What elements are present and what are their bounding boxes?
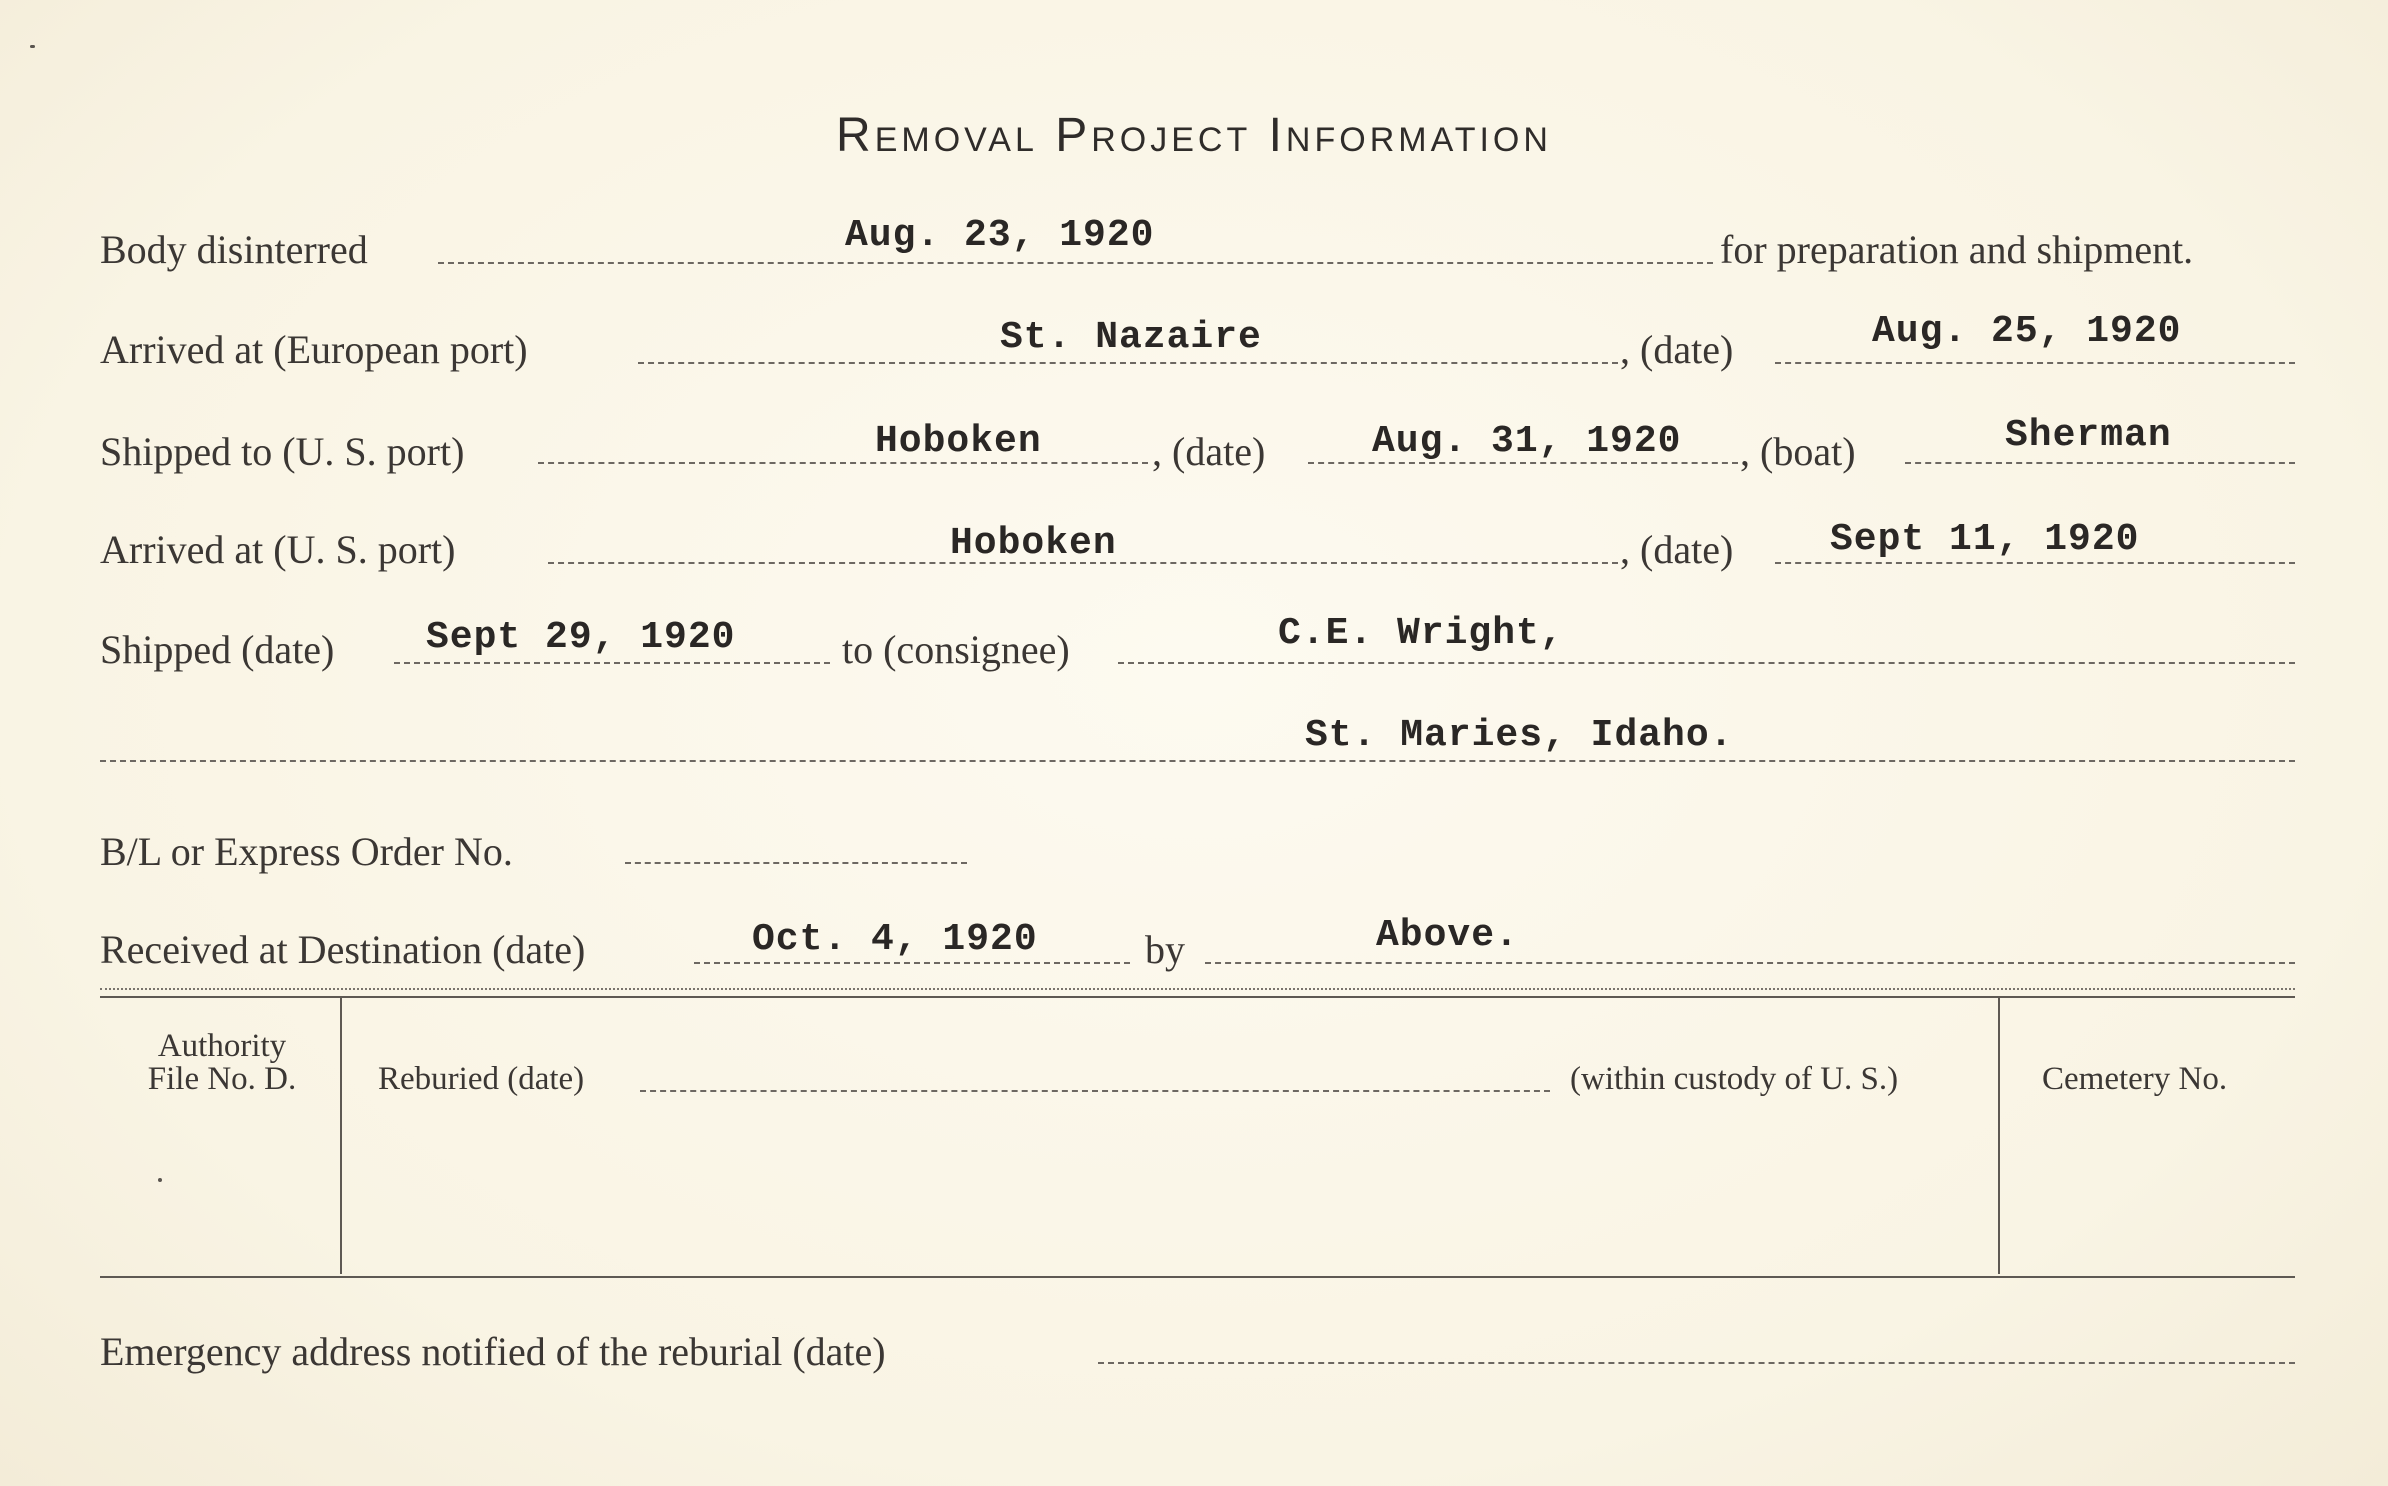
emergency-label: Emergency address notified of the reburial (date) — [100, 1329, 886, 1374]
custody-label: (within custody of U. S.) — [1570, 1061, 1899, 1097]
received-by: Above. — [1376, 914, 1519, 957]
received-date-line — [694, 962, 1130, 964]
disinterred-line — [438, 262, 1713, 264]
authority-label-line2: File No. D. — [147, 1061, 297, 1097]
bl-line — [625, 862, 967, 864]
disinterred-value: Aug. 23, 1920 — [845, 214, 1155, 257]
reburied-line — [640, 1090, 1550, 1092]
ink-speck — [158, 1178, 162, 1182]
received-label: Received at Destination (date) — [100, 927, 586, 972]
received-by-label: by — [1145, 927, 1185, 972]
shipped-us-boat: Sherman — [2005, 414, 2172, 457]
shipped-date: Sept 29, 1920 — [426, 616, 736, 659]
received-by-line — [1205, 962, 2295, 964]
consignee-label: to (consignee) — [842, 627, 1070, 672]
arrived-european-port-line — [638, 362, 1618, 364]
box-divider-right — [1998, 998, 2000, 1274]
arrived-european-date: Aug. 25, 1920 — [1872, 310, 2182, 353]
box-top-dotted-rule — [100, 988, 2295, 990]
cemetery-label: Cemetery No. — [2042, 1061, 2228, 1097]
arrived-european-date-label: , (date) — [1620, 327, 1734, 372]
arrived-us-date-line — [1775, 562, 2295, 564]
disinterred-suffix: for preparation and shipment. — [1720, 227, 2194, 272]
consignee-line — [1118, 662, 2295, 664]
received-date: Oct. 4, 1920 — [752, 918, 1038, 961]
consignee-address: St. Maries, Idaho. — [1305, 714, 1734, 757]
corner-mark — [30, 45, 35, 48]
authority-label-line1: Authority — [157, 1028, 287, 1064]
disinterred-label: Body disinterred — [100, 227, 368, 272]
shipped-us-boat-line — [1905, 462, 2295, 464]
arrived-us-port: Hoboken — [950, 522, 1117, 565]
consignee-address-line — [100, 760, 2295, 762]
arrived-european-port: St. Nazaire — [1000, 316, 1262, 359]
shipped-date-label: Shipped (date) — [100, 627, 335, 672]
shipped-us-port: Hoboken — [875, 420, 1042, 463]
shipped-us-date: Aug. 31, 1920 — [1372, 420, 1682, 463]
shipped-date-line — [394, 662, 830, 664]
shipped-us-port-line — [538, 462, 1148, 464]
card-title: Removal Project Information — [836, 109, 1552, 162]
shipped-us-label: Shipped to (U. S. port) — [100, 429, 465, 474]
arrived-us-date-label: , (date) — [1620, 527, 1734, 572]
box-divider-left — [340, 998, 342, 1274]
shipped-us-boat-label: , (boat) — [1740, 429, 1856, 474]
shipped-us-date-label: , (date) — [1152, 429, 1266, 474]
arrived-european-label: Arrived at (European port) — [100, 327, 528, 372]
arrived-us-label: Arrived at (U. S. port) — [100, 527, 456, 572]
arrived-us-date: Sept 11, 1920 — [1830, 518, 2140, 561]
consignee-name: C.E. Wright, — [1278, 612, 1564, 655]
arrived-european-date-line — [1775, 362, 2295, 364]
box-bottom-rule — [100, 1276, 2295, 1278]
box-top-rule — [100, 996, 2295, 998]
bl-label: B/L or Express Order No. — [100, 829, 513, 874]
reburied-label: Reburied (date) — [378, 1061, 585, 1097]
emergency-line — [1098, 1362, 2295, 1364]
